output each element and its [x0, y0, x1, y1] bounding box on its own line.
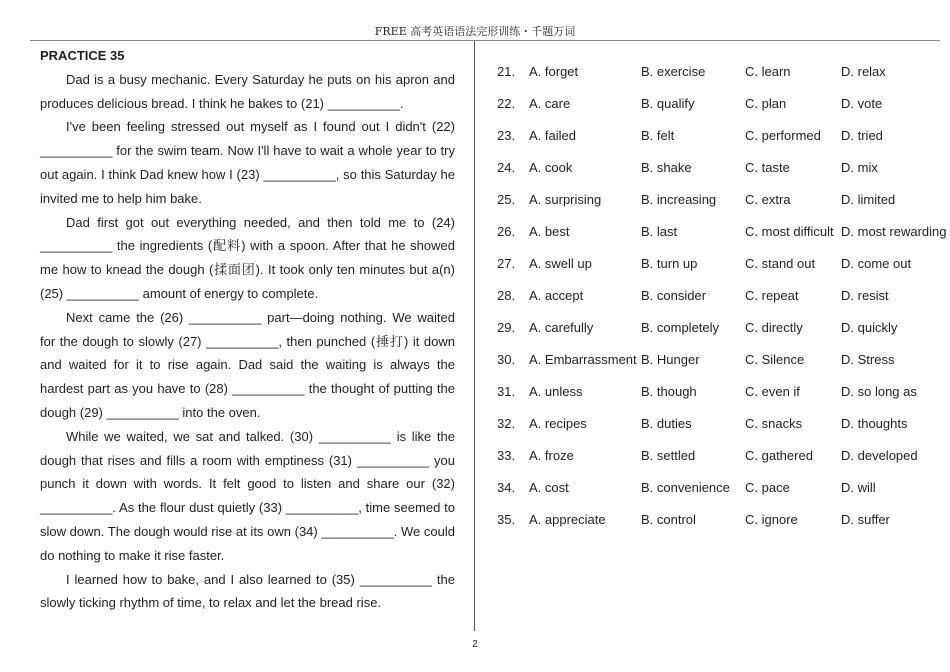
- option-d: D. thoughts: [841, 416, 908, 431]
- option-c: C. snacks: [745, 416, 803, 431]
- option-b: B. exercise: [641, 64, 706, 79]
- option-b: B. Hunger: [641, 352, 700, 367]
- practice-title: PRACTICE 35: [40, 48, 125, 63]
- option-c: C. Silence: [745, 352, 805, 367]
- question-row: [497, 224, 947, 244]
- option-b: B. consider: [641, 288, 707, 303]
- question-number: 31.: [497, 384, 516, 399]
- option-c: C. extra: [745, 192, 791, 207]
- question-number: 22.: [497, 96, 516, 111]
- question-row: [497, 96, 947, 116]
- passage: [40, 44, 455, 615]
- option-a: A. cost: [529, 480, 569, 495]
- option-c: C. pace: [745, 480, 790, 495]
- question-number: 27.: [497, 256, 516, 271]
- option-a: A. forget: [529, 64, 579, 79]
- option-a: A. surprising: [529, 192, 602, 207]
- option-b: B. turn up: [641, 256, 698, 271]
- question-number: 34.: [497, 480, 516, 495]
- question-number: 32.: [497, 416, 516, 431]
- option-a: A. carefully: [529, 320, 594, 335]
- question-number: 25.: [497, 192, 516, 207]
- option-d: D. will: [841, 480, 876, 495]
- question-row: [497, 512, 947, 532]
- question-number: 24.: [497, 160, 516, 175]
- question-number: 28.: [497, 288, 516, 303]
- option-a: A. best: [529, 224, 570, 239]
- option-d: D. relax: [841, 64, 886, 79]
- paragraph: Next came the (26) __________ part—doing nothing. We waited for the dough to slowly (27) __________, then punched (捶打) it down and waited for it to rise again. Dad said the waiting is always the hardest part as you have to (28) __________ the thought of putting the dough (29) __________ into the oven.: [40, 309, 455, 420]
- column-divider: [474, 41, 475, 631]
- question-row: [497, 416, 947, 436]
- option-d: D. Stress: [841, 352, 895, 367]
- option-d: D. resist: [841, 288, 889, 303]
- question-row: [497, 64, 947, 84]
- option-a: A. failed: [529, 128, 576, 143]
- option-a: A. froze: [529, 448, 574, 463]
- option-b: B. last: [641, 224, 678, 239]
- option-b: B. convenience: [641, 480, 730, 495]
- option-d: D. tried: [841, 128, 883, 143]
- question-number: 21.: [497, 64, 516, 79]
- option-d: D. developed: [841, 448, 918, 463]
- question-row: [497, 256, 947, 276]
- option-d: D. come out: [841, 256, 912, 271]
- option-a: A. unless: [529, 384, 583, 399]
- option-c: C. learn: [745, 64, 791, 79]
- option-a: A. swell up: [529, 256, 592, 271]
- question-row: [497, 288, 947, 308]
- option-d: D. limited: [841, 192, 896, 207]
- question-row: [497, 128, 947, 148]
- option-c: C. taste: [745, 160, 790, 175]
- header-divider: [30, 40, 940, 41]
- question-number: 29.: [497, 320, 516, 335]
- option-b: B. qualify: [641, 96, 695, 111]
- paragraph: I learned how to bake, and I also learned to (35) __________ the slowly ticking rhythm of time, to relax and let the bread rise.: [40, 571, 455, 611]
- option-c: C. most difficult: [745, 224, 834, 239]
- option-d: D. most rewarding: [841, 224, 947, 239]
- option-d: D. so long as: [841, 384, 917, 399]
- option-c: C. even if: [745, 384, 800, 399]
- question-row: [497, 384, 947, 404]
- question-number: 30.: [497, 352, 516, 367]
- option-d: D. vote: [841, 96, 883, 111]
- option-c: C. directly: [745, 320, 803, 335]
- option-c: C. gathered: [745, 448, 813, 463]
- page-header: FREE 高考英语语法完形训练・千题万词: [374, 25, 576, 38]
- option-c: C. plan: [745, 96, 787, 111]
- question-row: [497, 480, 947, 500]
- question-number: 35.: [497, 512, 516, 527]
- question-row: [497, 320, 947, 340]
- option-a: A. cook: [529, 160, 573, 175]
- question-number: 26.: [497, 224, 516, 239]
- paragraph: While we waited, we sat and talked. (30) __________ is like the dough that rises and fills a room with emptiness (31) __________ you punch it down with words. It felt good to listen and share our (32) __________. As the flour dust quietly (33) __________, time seemed to slow down. The dough would rise at its own (34) __________. We could do nothing to make it rise faster.: [40, 428, 455, 563]
- question-row: [497, 352, 947, 372]
- option-c: C. stand out: [745, 256, 816, 271]
- paragraph: Dad first got out everything needed, and then told me to (24) __________ the ingredients (配料) with a spoon. After that he showed me how to knead the dough (揉面团). It took only ten minutes but a(n) (25) __________ amount of energy to complete.: [40, 214, 455, 301]
- option-b: B. felt: [641, 128, 675, 143]
- option-a: A. Embarrassment: [529, 352, 637, 367]
- option-b: B. settled: [641, 448, 696, 463]
- option-d: D. mix: [841, 160, 878, 175]
- option-a: A. recipes: [529, 416, 587, 431]
- option-a: A. care: [529, 96, 571, 111]
- option-c: C. performed: [745, 128, 821, 143]
- option-a: A. appreciate: [529, 512, 606, 527]
- paragraph: Dad is a busy mechanic. Every Saturday he puts on his apron and produces delicious bread. I think he bakes to (21) __________.: [40, 71, 455, 111]
- option-d: D. suffer: [841, 512, 890, 527]
- question-row: [497, 192, 947, 212]
- option-a: A. accept: [529, 288, 584, 303]
- option-b: B. completely: [641, 320, 720, 335]
- paragraph: I've been feeling stressed out myself as I found out I didn't (22) __________ for the swim team. Now I'll have to wait a whole year to try out again. I think Dad knew how I (23) __________, so this Saturday he invited me to help him bake.: [40, 119, 455, 206]
- option-b: B. shake: [641, 160, 692, 175]
- question-row: [497, 448, 947, 468]
- option-b: B. duties: [641, 416, 692, 431]
- option-c: C. repeat: [745, 288, 799, 303]
- option-c: C. ignore: [745, 512, 798, 527]
- question-number: 23.: [497, 128, 516, 143]
- page-number: 2: [472, 639, 478, 650]
- question-number: 33.: [497, 448, 516, 463]
- option-b: B. increasing: [641, 192, 717, 207]
- option-b: B. control: [641, 512, 696, 527]
- option-d: D. quickly: [841, 320, 898, 335]
- option-b: B. though: [641, 384, 697, 399]
- question-row: [497, 160, 947, 180]
